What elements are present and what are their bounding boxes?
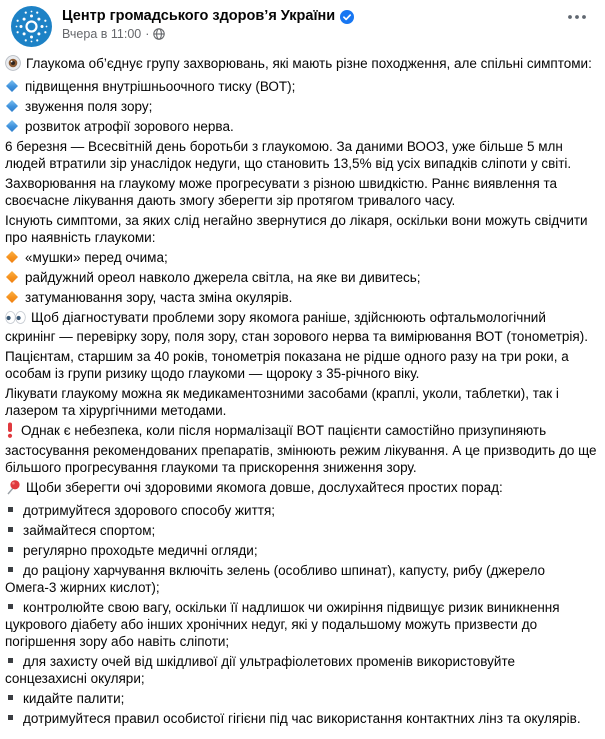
list-item-text: дотримуйтеся правил особистої гігієни під час використання контактних лінз та окулярів. xyxy=(23,711,581,726)
list-item xyxy=(5,599,597,650)
list-item-text: до раціону харчування включіть зелень (особливо шпинат), капусту, рибу (джерело Омега-3 жирних кислот); xyxy=(5,563,545,595)
pushpin-icon xyxy=(5,479,21,499)
list-item-text: регулярно проходьте медичні огляди; xyxy=(23,543,258,558)
post-paragraph xyxy=(5,212,597,246)
square-bullet-icon xyxy=(8,658,13,663)
square-bullet-icon xyxy=(8,715,13,720)
post-text xyxy=(0,51,605,727)
square-bullet-icon xyxy=(8,547,13,552)
paragraph-text: Глаукома об’єднує групу захворювань, які мають різне походження, але спільні симптоми: xyxy=(26,56,592,71)
post-paragraph xyxy=(5,55,597,75)
orange-diamond-bullet-icon xyxy=(6,251,18,263)
list-item-text: контролюйте свою вагу, оскільки її надлишок чи ожиріння підвищує ризик виникнення цукрового діабету або інших хронічних недуг, які у подальшому можуть призвести до погіршення зору або навіть сліпоти; xyxy=(5,600,560,649)
meta-separator: · xyxy=(145,27,150,41)
square-bullet-icon xyxy=(8,527,13,532)
list-item-text: займайтеся спортом; xyxy=(23,523,156,538)
list-item-text: для захисту очей від шкідливої дії ультрафіолетових променів використовуйте сонцезахисні окуляри; xyxy=(5,654,516,686)
list-item xyxy=(5,542,597,559)
list-item xyxy=(5,289,597,306)
page-avatar[interactable] xyxy=(11,6,52,47)
name-row xyxy=(62,7,567,26)
header-text xyxy=(62,6,567,42)
list-item xyxy=(5,269,597,286)
orange-diamond-bullet-icon xyxy=(6,271,18,283)
post-paragraph xyxy=(5,348,597,382)
blue-diamond-bullet-icon xyxy=(6,100,18,112)
verified-badge-icon xyxy=(340,10,354,24)
globe-privacy-icon xyxy=(153,28,165,40)
list-item xyxy=(5,78,597,95)
list-item-text: кидайте палити; xyxy=(23,691,125,706)
paragraph-text: Щоб діагностувати проблеми зору якомога раніше, здійснюють офтальмологічний скринінг — перевірку зору, поля зору, стан зорового нерва та вимірювання ВОТ (тонометрія). xyxy=(5,310,588,344)
orange-diamond-bullet-icon xyxy=(6,291,18,303)
list-item xyxy=(5,98,597,115)
list-item-text: «мушки» перед очима; xyxy=(25,250,168,265)
timestamp[interactable]: Вчера в 11:00 xyxy=(62,27,142,41)
list-item xyxy=(5,249,597,266)
list-item xyxy=(5,653,597,687)
paragraph-text: 6 березня — Всесвітній день боротьби з глаукомою. За даними ВООЗ, уже більше 5 млн людей втратили зір унаслідок недуги, що становить 13,5% від усіх випадків сліпоти у світі. xyxy=(5,139,572,171)
list-item-text: підвищення внутрішньоочного тиску (ВОТ); xyxy=(25,79,296,94)
paragraph-text: Існують симптоми, за яких слід негайно звернутися до лікаря, оскільки вони можуть свідчити про наявність глаукоми: xyxy=(5,213,588,245)
list-item-text: розвиток атрофії зорового нерва. xyxy=(25,119,234,134)
list-item xyxy=(5,710,597,727)
blue-diamond-bullet-icon xyxy=(6,80,18,92)
square-bullet-icon xyxy=(8,567,13,572)
list-item-text: дотримуйтеся здорового способу життя; xyxy=(23,503,276,518)
list-item-text: звуження поля зору; xyxy=(25,99,153,114)
red-exclamation-icon xyxy=(7,422,13,442)
post-paragraph xyxy=(5,138,597,172)
post-paragraph xyxy=(5,175,597,209)
list-item xyxy=(5,118,597,135)
list-item-text: затуманювання зору, часта зміна окулярів. xyxy=(25,290,293,305)
square-bullet-icon xyxy=(8,695,13,700)
square-bullet-icon xyxy=(8,507,13,512)
list-item xyxy=(5,562,597,596)
post-paragraph xyxy=(5,309,597,345)
list-item xyxy=(5,502,597,519)
paragraph-text: Пацієнтам, старшим за 40 років, тонометрія показана не рідше одного разу на три роки, а особам із групи ризику щодо глаукоми — щороку з 35-річного віку. xyxy=(5,349,569,381)
square-bullet-icon xyxy=(8,604,13,609)
post-paragraph xyxy=(5,422,597,476)
eye-icon xyxy=(5,55,21,75)
post-header xyxy=(0,0,605,51)
post-paragraph xyxy=(5,385,597,419)
blue-diamond-bullet-icon xyxy=(6,120,18,132)
page-name-link[interactable]: Центр громадського здоров’я України xyxy=(62,8,336,24)
list-item xyxy=(5,690,597,707)
post-paragraph xyxy=(5,479,597,499)
paragraph-text: Лікувати глаукому можна як медикаментозними засобами (краплі, уколи, таблетки), так і лазером та хірургічними методами. xyxy=(5,386,559,418)
more-options-button[interactable] xyxy=(567,6,589,20)
list-item xyxy=(5,522,597,539)
paragraph-text: Захворювання на глаукому може прогресувати з різною швидкістю. Раннє виявлення та своєчасне лікування дають змогу зберегти зір протягом тривалого часу. xyxy=(5,176,558,208)
list-item-text: райдужний ореол навколо джерела світла, на яке ви дивитесь; xyxy=(25,270,421,285)
paragraph-text: Однак є небезпека, коли після нормалізації ВОТ пацієнти самостійно призупиняють застосування рекомендованих препаратів, змінюють режим лікування. А це призводить до ще більшого прогресування глаукоми та прискорення зниження зору. xyxy=(5,423,597,475)
eyes-icon xyxy=(5,311,26,328)
post-meta-link[interactable] xyxy=(62,26,567,42)
paragraph-text: Щоби зберегти очі здоровими якомога довше, дослухайтеся простих порад: xyxy=(26,480,503,495)
